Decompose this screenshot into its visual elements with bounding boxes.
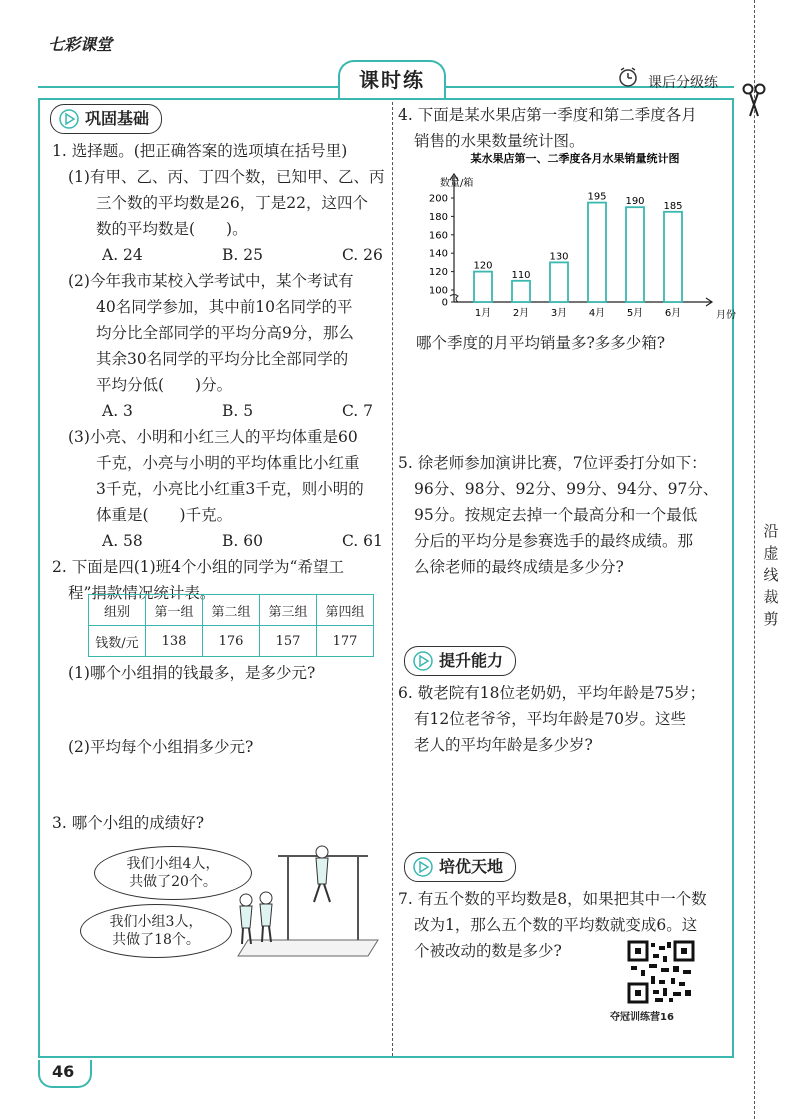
text-line: 6. 敬老院有18位老奶奶，平均年龄是75岁； <box>398 684 706 702</box>
section-title: 提升能力 <box>439 651 504 670</box>
text-line: 老人的平均年龄是多少岁? <box>414 736 593 754</box>
table-cell: 138 <box>146 626 203 657</box>
question-1-stem: 1. 选择题。(把正确答案的选项填在括号里) <box>52 142 348 160</box>
y-tick-label: 120 <box>428 267 448 279</box>
clock-icon <box>617 66 639 88</box>
play-triangle-icon <box>59 109 79 129</box>
text-line: 么徐老师的最终成绩是多少分? <box>414 558 624 576</box>
cut-instruction: 沿虚线裁剪 <box>763 522 779 628</box>
x-tick-label: 3月 <box>550 308 568 319</box>
question-4-stem <box>398 102 697 154</box>
text-line: 体重是( )千克。 <box>96 506 233 524</box>
y-axis-label: 数量/箱 <box>440 178 474 189</box>
question-1-part-1 <box>68 164 384 242</box>
y-tick-label: 100 <box>428 285 448 297</box>
bar-value-label: 195 <box>587 191 607 203</box>
x-tick-label: 6月 <box>664 308 682 319</box>
table-header-cell: 第四组 <box>317 595 374 626</box>
page-title: 课时练 <box>338 60 446 98</box>
bar-value-label: 190 <box>625 196 645 208</box>
text-line: (2)今年我市某校入学考试中，某个考试有 <box>68 272 354 290</box>
question-1-part-2 <box>68 268 354 398</box>
text-line: 5. 徐老师参加演讲比赛，7位评委打分如下： <box>398 454 707 472</box>
option-c: C. 7 <box>342 402 374 420</box>
table-row <box>89 626 374 657</box>
bubble-line: 共做了20个。 <box>129 874 217 890</box>
table-header-row <box>89 595 374 626</box>
scissors-icon <box>742 82 766 118</box>
bubble-line: 共做了18个。 <box>112 932 200 948</box>
table-cell: 157 <box>260 626 317 657</box>
pullup-bar-illustration <box>228 840 384 960</box>
option-b: B. 60 <box>222 532 263 550</box>
text-line: 7. 有五个数的平均数是8，如果把其中一个数 <box>398 890 707 908</box>
page-subtitle: 课后分级练 <box>648 75 718 91</box>
option-a: A. 24 <box>102 246 143 264</box>
section-badge-improve <box>404 646 516 676</box>
question-5 <box>398 450 718 580</box>
option-b: B. 25 <box>222 246 263 264</box>
x-tick-label: 4月 <box>588 308 606 319</box>
text-line: 分后的平均分是参赛选手的最终成绩。那 <box>414 532 694 550</box>
table-cell: 钱数/元 <box>89 626 146 657</box>
table-cell: 177 <box>317 626 374 657</box>
bar-value-label: 110 <box>511 269 531 281</box>
bar-value-label: 130 <box>549 251 569 263</box>
text-line: 改为1，那么五个数的平均数就变成6。这 <box>414 916 698 934</box>
table-header-cell: 第二组 <box>203 595 260 626</box>
text-line: (3)小亮、小明和小红三人的平均体重是60 <box>68 428 358 446</box>
bar-value-label: 185 <box>663 200 683 212</box>
bar <box>588 203 606 302</box>
text-line: 千克，小亮与小明的平均体重比小红重 <box>96 454 360 472</box>
option-b: B. 5 <box>222 402 254 420</box>
text-line: 程”捐款情况统计表。 <box>68 584 216 602</box>
question-4-ask: 哪个季度的月平均销量多?多多少箱? <box>416 334 666 352</box>
text-line: 95分。按规定去掉一个最高分和一个最低 <box>414 506 698 524</box>
table-header-cell: 组别 <box>89 595 146 626</box>
y-tick-label: 140 <box>428 248 448 260</box>
speech-bubble-group-3 <box>80 904 232 958</box>
question-2-sub-2: (2)平均每个小组捐多少元? <box>68 738 254 756</box>
y-tick-label: 0 <box>441 297 448 309</box>
text-line: 其余30名同学的平均分比全部同学的 <box>96 350 349 368</box>
page-number: 46 <box>52 1062 75 1081</box>
section-badge-basics <box>50 104 162 134</box>
x-tick-label: 1月 <box>474 308 492 319</box>
option-c: C. 26 <box>342 246 383 264</box>
text-line: 均分比全部同学的平均分高9分，那么 <box>96 324 354 342</box>
table-cell: 176 <box>203 626 260 657</box>
qr-code-icon[interactable] <box>627 940 695 1004</box>
donation-table <box>88 594 374 657</box>
bar <box>550 262 568 302</box>
column-divider <box>392 102 393 1056</box>
text-line: 2. 下面是四(1)班4个小组的同学为“希望工 <box>52 558 344 576</box>
section-badge-advanced <box>404 852 516 882</box>
bar <box>664 212 682 302</box>
brand-logo: 七彩课堂 <box>48 35 113 54</box>
text-line: 有12位老爷爷，平均年龄是70岁。这些 <box>414 710 686 728</box>
text-line: 96分、98分、92分、99分、94分、97分、 <box>414 480 719 498</box>
bar <box>474 272 492 302</box>
question-6 <box>398 680 705 758</box>
bubble-line: 我们小组3人， <box>109 914 203 930</box>
text-line: 40名同学参加，其中前10名同学的平 <box>96 298 353 316</box>
text-line: 个被改动的数是多少? <box>414 942 562 960</box>
text-line: (1)有甲、乙、丙、丁四个数，已知甲、乙、丙 <box>68 168 385 186</box>
text-line: 平均分低( )分。 <box>96 376 233 394</box>
bar <box>512 281 530 302</box>
section-title: 巩固基础 <box>85 109 150 128</box>
text-line: 数的平均数是( )。 <box>96 220 248 238</box>
text-line: 销售的水果数量统计图。 <box>414 132 585 150</box>
option-a: A. 3 <box>102 402 133 420</box>
question-1-part-3 <box>68 424 364 528</box>
y-tick-label: 160 <box>428 230 448 242</box>
option-c: C. 61 <box>342 532 383 550</box>
y-tick-label: 180 <box>428 211 448 223</box>
x-axis-label: 月份 <box>716 310 736 321</box>
bar-value-label: 120 <box>473 260 493 272</box>
fruit-sales-bar-chart <box>410 150 736 330</box>
play-triangle-icon <box>413 857 433 877</box>
option-a: A. 58 <box>102 532 143 550</box>
cut-line <box>754 0 755 1119</box>
text-line: 3千克，小亮比小红重3千克，则小明的 <box>96 480 364 498</box>
play-triangle-icon <box>413 651 433 671</box>
y-tick-label: 200 <box>428 193 448 205</box>
question-3-stem: 3. 哪个小组的成绩好? <box>52 814 205 832</box>
section-title: 培优天地 <box>439 857 504 876</box>
table-header-cell: 第一组 <box>146 595 203 626</box>
x-tick-label: 2月 <box>512 308 530 319</box>
table-header-cell: 第三组 <box>260 595 317 626</box>
text-line: 4. 下面是某水果店第一季度和第二季度各月 <box>398 106 697 124</box>
qr-caption: 夺冠训练营16 <box>610 1012 674 1023</box>
bar <box>626 207 644 302</box>
text-line: 三个数的平均数是26，丁是22，这四个 <box>96 194 368 212</box>
question-2-sub-1: (1)哪个小组捐的钱最多，是多少元? <box>68 664 316 682</box>
bubble-line: 我们小组4人， <box>126 856 220 872</box>
x-tick-label: 5月 <box>626 308 644 319</box>
chart-title: 某水果店第一、二季度各月水果销量统计图 <box>470 152 680 165</box>
